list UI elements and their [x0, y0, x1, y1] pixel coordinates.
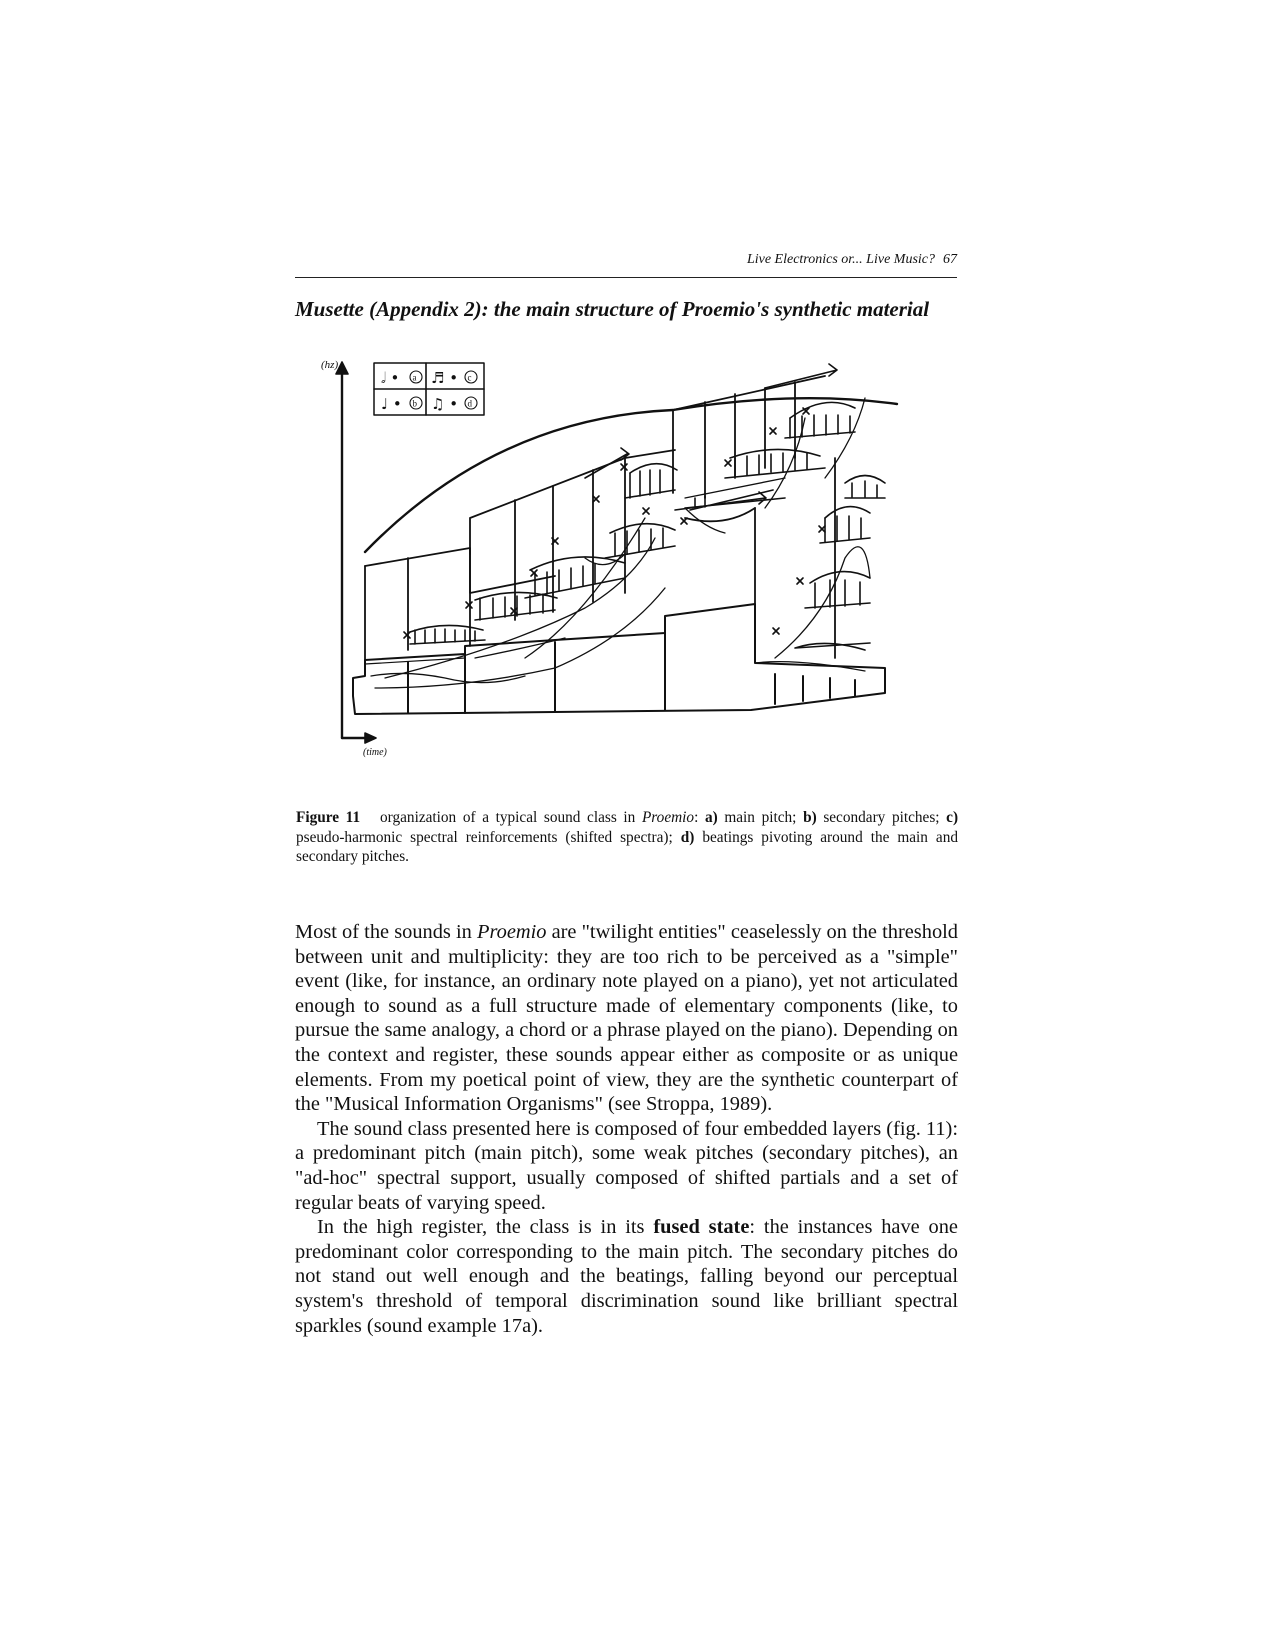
caption-key-d: d)	[680, 828, 695, 846]
legend-marker-d: d	[467, 398, 472, 409]
figure-label: Figure 11	[296, 809, 361, 826]
legend-glyph-a: 𝅗𝅥 •	[381, 369, 400, 387]
caption-item-d: beatings pivoting around the main and secondary pitches.	[296, 828, 959, 865]
section-title: Musette (Appendix 2): the main structure of Proemio's synthetic material	[295, 297, 930, 321]
layer-left	[365, 450, 675, 660]
legend-marker-c: c	[467, 372, 472, 383]
caption-key-a: a)	[704, 809, 718, 826]
figure-11	[321, 358, 945, 783]
base-structure	[353, 604, 885, 714]
y-axis-label: (hz)	[321, 359, 339, 371]
caption-text-2: :	[694, 809, 699, 826]
caption-work-title: Proemio	[641, 809, 695, 826]
arrow-icon	[765, 364, 837, 388]
running-head-title: Live Electronics or... Live Music?	[746, 252, 935, 267]
hatched-platforms	[410, 402, 885, 650]
p1-work-title: Proemio	[476, 921, 547, 943]
pitch-markers	[404, 408, 825, 638]
caption-key-c: c)	[946, 809, 959, 826]
header-rule	[295, 277, 957, 278]
legend-marker-a: a	[412, 372, 417, 383]
p1-part1: Most of the sounds in	[295, 921, 472, 943]
paragraph-1	[295, 920, 958, 1117]
legend-marker-b: b	[412, 398, 417, 409]
page-number: 67	[943, 252, 957, 267]
legend-glyph-b: ♩ •	[381, 395, 402, 413]
paragraph-2: The sound class presented here is composed of four embedded layers (fig. 11): a predominant pitch (main pitch), some weak pitches (secondary pitches), an "ad-hoc" spectral support, usually composed of shifted partials and a set of regular beats of varying speed.	[295, 1117, 958, 1214]
axes	[321, 359, 388, 758]
x-axis-arrow-icon	[365, 733, 376, 743]
legend-box	[374, 363, 484, 415]
legend-glyph-d: ♫ •	[431, 395, 459, 413]
x-axis-label: (time)	[363, 747, 387, 758]
paragraph-3	[295, 1215, 958, 1338]
caption-text-1: organization of a typical sound class in	[380, 809, 636, 826]
p3-part1: In the high register, the class is in its	[317, 1216, 645, 1239]
caption-key-b: b)	[803, 809, 817, 826]
caption-item-a: main pitch;	[724, 809, 797, 826]
body-text	[295, 920, 958, 1338]
arrow-icon	[585, 448, 629, 478]
sound-class-diagram	[321, 358, 945, 783]
p1-part2: are "twilight entities" ceaselessly on the threshold between unit and multiplicity: they are too rich to be perceived as a "simple" event (like, for instance, an ordinary note played on a piano), yet not articulated enough to sound as a full structure made of elementary components (like, to pursue the same analogy, a chord or a phrase played on the piano). Depending on the context and register, these sounds appear either as composite or as unique elements. From my poetical point of view, they are the synthetic counterpart of the "Musical Information Organisms" (see Stroppa, 1989).	[295, 921, 958, 1116]
legend-glyph-c: ♬ •	[431, 369, 459, 387]
caption-item-b: secondary pitches;	[823, 809, 940, 826]
p3-part2: : the instances have one predominant color corresponding to the main pitch. The secondary pitches do not stand out well enough and the beatings, falling beyond our perceptual system's threshold of temporal discrimination sound like brilliant spectral sparkles (sound example 17a).	[295, 1216, 958, 1337]
figure-caption	[296, 808, 958, 867]
running-head	[295, 252, 957, 268]
p3-bold-term: fused state	[653, 1216, 750, 1239]
envelope-curve	[365, 398, 897, 552]
caption-item-c: pseudo-harmonic spectral reinforcements (shifted spectra);	[296, 828, 673, 846]
